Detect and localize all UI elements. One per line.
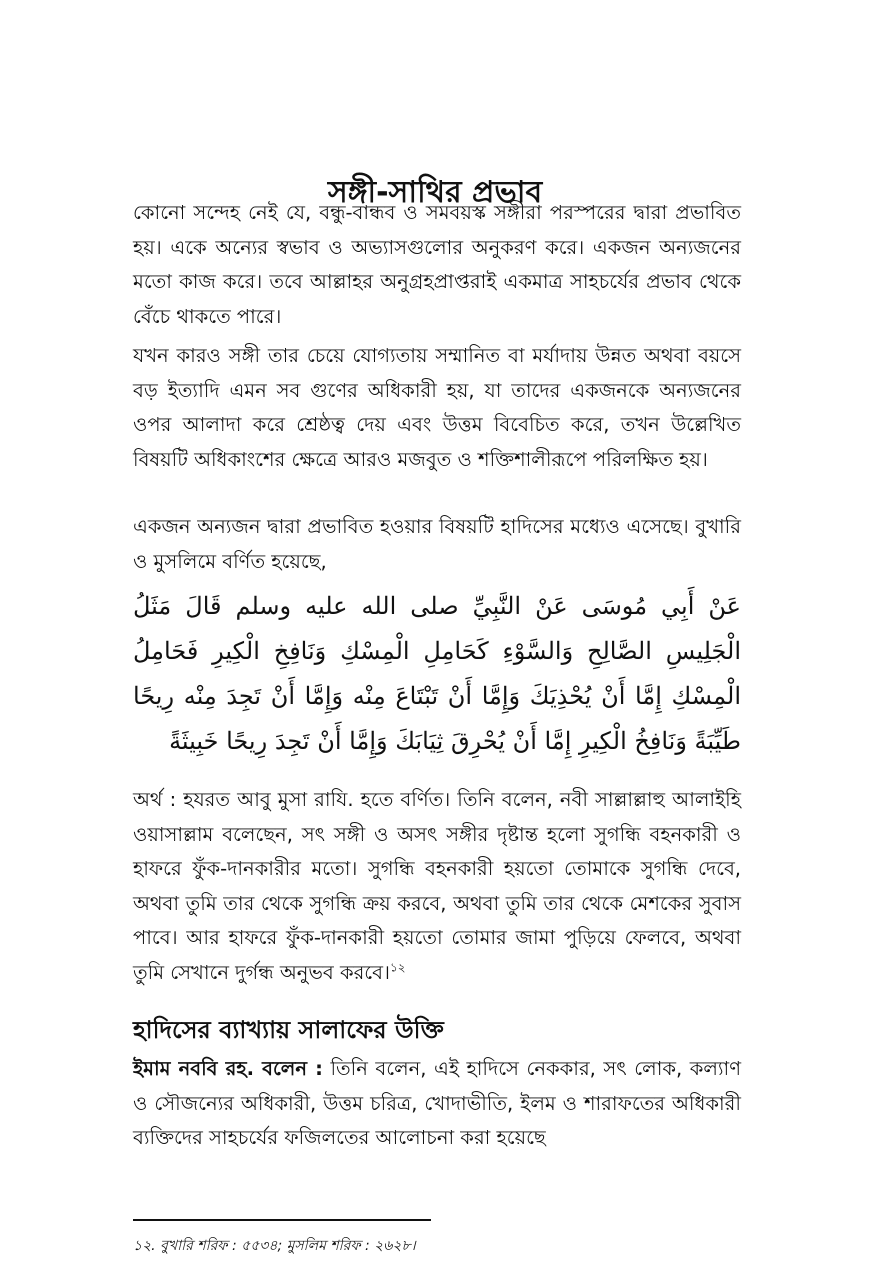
section-heading: হাদিসের ব্যাখ্যায় সালাফের উক্তি [133,1016,444,1044]
paragraph-intro: কোনো সন্দেহ নেই যে, বন্ধু-বান্ধব ও সমবয়স্ক সঙ্গীরা পরস্পরের দ্বারা প্রভাবিত হয়। একে অন্যের স্বভাব ও অভ্যাসগুলোর অনুকরণ করে। একজন অন্যজনের মতো কাজ করে। তবে আল্লাহর অনুগ্রহপ্রাপ্তরাই একমাত্র সাহচর্যের প্রভাব থেকে বেঁচে থাকতে পারে। [133,201,741,328]
translation-paragraph [133,783,741,990]
imam-nawawi-paragraph [133,1052,741,1156]
footnote-reference: ১২ [389,960,406,974]
footnote-text: ১২. বুখারি শরিফ : ৫৫৩৪; মুসলিম শরিফ : ২৬২৮। [133,1238,416,1254]
paragraph-companion: যখন কারও সঙ্গী তার চেয়ে যোগ্যতায় সম্মানিত বা মর্যাদায় উন্নত অথবা বয়সে বড় ইত্যাদি এমন সব গুণের অধিকারী হয়, যা তাদের একজনকে অন্যজনের ওপর আলাদা করে শ্রেষ্ঠত্ব দেয় এবং উত্তম বিবেচিত করে, তখন উল্লেখিত বিষয়টি অধিকাংশের ক্ষেত্রে আরও মজবুত ও শক্তিশালীরূপে পরিলক্ষিত হয়। [133,344,741,471]
chapter-title: সঙ্গী-সাথির প্রভাব [327,175,543,211]
imam-nawawi-label: ইমাম নববি রহ. বলেন : [133,1057,323,1080]
paragraph-hadith-intro: একজন অন্যজন দ্বারা প্রভাবিত হওয়ার বিষয়টি হাদিসের মধ্যেও এসেছে। বুখারি ও মুসলিমে বর্ণিত হয়েছে, [133,515,741,573]
arabic-hadith-text: عَنْ أَبِي مُوسَى عَنْ النَّبِيِّ صلى الله عليه وسلم قَالَ مَثَلُ الْجَلِيسِ الصَّالِحِ وَالسَّوْءِ كَحَامِلِ الْمِسْكِ وَنَافِخِ الْكِيرِ فَحَامِلُ الْمِسْكِ إِمَّا أَنْ يُحْذِيَكَ وَإِمَّا أَنْ تَبْتَاعَ مِنْه وَإِمَّا أَنْ تَجِدَ مِنْه رِيحًا طَيِّبَةً وَنَافِخُ الْكِيرِ إِمَّا أَنْ يُحْرِقَ ثِيَابَكَ وَإِمَّا أَنْ تَجِدَ رِيحًا خَبِيثَةً [133,592,741,755]
footnote-divider [133,1219,431,1221]
imam-nawawi-text: তিনি বলেন, এই হাদিসে নেককার, সৎ লোক, কল্যাণ ও সৌজন্যের অধিকারী, উত্তম চরিত্র, খোদাভীতি, ইলম ও শারাফতের অধিকারী ব্যক্তিদের সাহচর্যের ফজিলতের আলোচনা করা হয়েছে [133,1057,741,1149]
translation-text: অর্থ : হযরত আবু মুসা রাযি. হতে বর্ণিত। তিনি বলেন, নবী সাল্লাল্লাহু আলাইহি ওয়াসাল্লাম বলেছেন, সৎ সঙ্গী ও অসৎ সঙ্গীর দৃষ্টান্ত হলো সুগন্ধি বহনকারী ও হাফরে ফুঁক-দানকারীর মতো। সুগন্ধি বহনকারী হয়তো তোমাকে সুগন্ধি দেবে, অথবা তুমি তার থেকে সুগন্ধি ক্রয় করবে, অথবা তুমি তার থেকে মেশকের সুবাস পাবে। আর হাফরে ফুঁক-দানকারী হয়তো তোমার জামা পুড়িয়ে ফেলবে, অথবা তুমি সেখানে দুর্গন্ধ অনুভব করবে। [133,788,741,984]
